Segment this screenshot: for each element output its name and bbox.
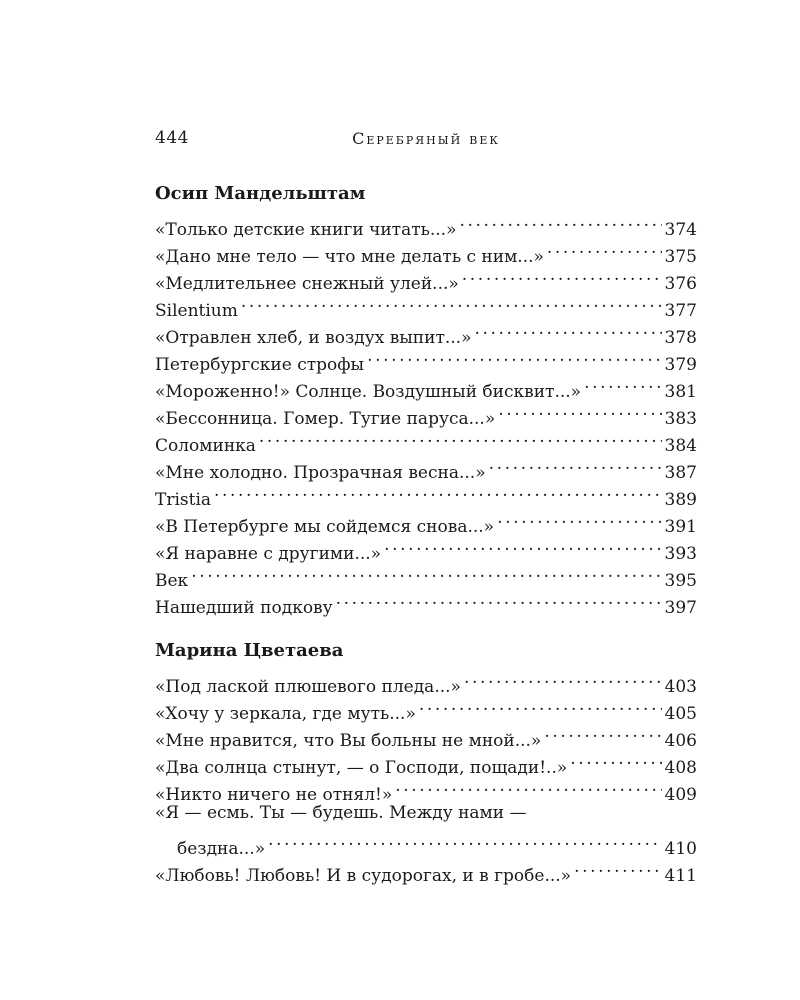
toc-entry-title: «В Петербурге мы сойдемся снова...»: [155, 517, 495, 537]
dot-leader: [464, 665, 662, 692]
dot-leader: [574, 854, 661, 881]
dot-leader: [191, 559, 661, 586]
dot-leader: [459, 208, 661, 235]
toc-entry-page: 405: [664, 704, 697, 724]
toc-entry-title: Век: [155, 571, 189, 591]
dot-leader: [544, 719, 661, 746]
toc-entry-title: «Только детские книги читать...»: [155, 220, 457, 240]
toc-entry-title: «Отравлен хлеб, и воздух выпит...»: [155, 328, 472, 348]
toc-entry: [155, 559, 697, 591]
toc-entry-page: 374: [664, 220, 697, 240]
toc-entry-title: «Под лаской плюшевого пледа...»: [155, 677, 461, 697]
toc-entry-title: «Мне холодно. Прозрачная весна...»: [155, 463, 486, 483]
page-number: 444: [155, 128, 189, 148]
toc-entry-title: бездна...»: [177, 839, 266, 859]
toc-entry-title: «Медлительнее снежный улей...»: [155, 274, 459, 294]
dot-leader: [336, 586, 662, 613]
toc-entry-page: 411: [664, 866, 697, 886]
toc-entry: [155, 505, 697, 537]
toc-entry-page: 406: [664, 731, 697, 751]
dot-leader: [547, 235, 662, 262]
toc-entry-title: «Мороженно!» Солнце. Воздушный бисквит...»: [155, 382, 582, 402]
running-title: Серебряный век: [352, 129, 500, 148]
toc-entry-title-line: «Я — есмь. Ты — будешь. Между нами —: [155, 803, 527, 823]
toc-entry-page: 387: [664, 463, 697, 483]
dot-leader: [268, 827, 661, 854]
table-of-contents: [155, 180, 697, 886]
dot-leader: [489, 451, 662, 478]
toc-entry-title: Соломинка: [155, 436, 256, 456]
dot-leader: [498, 397, 661, 424]
toc-entry: [155, 827, 697, 859]
toc-entry-page: 383: [664, 409, 697, 429]
toc-entry-title: «Хочу у зеркала, где муть...»: [155, 704, 416, 724]
toc-entry-page: 395: [664, 571, 697, 591]
toc-entry-page: 375: [664, 247, 697, 267]
dot-leader: [570, 746, 661, 773]
dot-leader: [474, 316, 661, 343]
dot-leader: [259, 424, 662, 451]
dot-leader: [462, 262, 662, 289]
dot-leader: [584, 370, 661, 397]
toc-entry-page: 378: [664, 328, 697, 348]
toc-entry-page: 397: [664, 598, 697, 618]
toc-entry-title: «Мне нравится, что Вы больны не мной...»: [155, 731, 542, 751]
dot-leader: [419, 692, 662, 719]
toc-entry-page: 409: [664, 785, 697, 805]
dot-leader: [241, 289, 662, 316]
toc-section: [155, 180, 697, 618]
toc-entry: [155, 208, 697, 240]
dot-leader: [384, 532, 661, 559]
toc-entry-page: 379: [664, 355, 697, 375]
toc-entry-title: «Любовь! Любовь! И в судорогах, и в гробе...»: [155, 866, 572, 886]
author-heading: Марина Цветаева: [155, 640, 344, 661]
dot-leader: [214, 478, 662, 505]
toc-entry-page: 377: [664, 301, 697, 321]
toc-entry-page: 393: [664, 544, 697, 564]
toc-entry-title: «Никто ничего не отнял!»: [155, 785, 393, 805]
book-page: [155, 128, 697, 886]
toc-entry-page: 376: [664, 274, 697, 294]
toc-entry-title: Tristia: [155, 490, 212, 510]
author-heading: Осип Мандельштам: [155, 183, 366, 204]
toc-entry-page: 403: [664, 677, 697, 697]
toc-entry: [155, 478, 697, 510]
dot-leader: [395, 773, 661, 800]
toc-entry-title: Silentium: [155, 301, 238, 321]
toc-entry-title: Нашедший подкову: [155, 598, 333, 618]
toc-entry-page: 410: [664, 839, 697, 859]
toc-entry-page: 381: [664, 382, 697, 402]
toc-entry: [155, 665, 697, 697]
toc-entry-page: 389: [664, 490, 697, 510]
toc-entry-page: 391: [664, 517, 697, 537]
toc-section: [155, 637, 697, 886]
toc-entry-title: «Дано мне тело — что мне делать с ним...»: [155, 247, 544, 267]
toc-entry-title: «Бессонница. Гомер. Тугие паруса...»: [155, 409, 496, 429]
toc-entry: [155, 586, 697, 618]
dot-leader: [497, 505, 661, 532]
toc-entry-title: «Я наравне с другими...»: [155, 544, 382, 564]
toc-entry-page: 384: [664, 436, 697, 456]
toc-entry-title: Петербургские строфы: [155, 355, 365, 375]
running-head: [155, 128, 697, 154]
toc-entry-title: «Два солнца стынут, — о Господи, пощади!..»: [155, 758, 568, 778]
toc-entry-page: 408: [664, 758, 697, 778]
dot-leader: [367, 343, 661, 370]
